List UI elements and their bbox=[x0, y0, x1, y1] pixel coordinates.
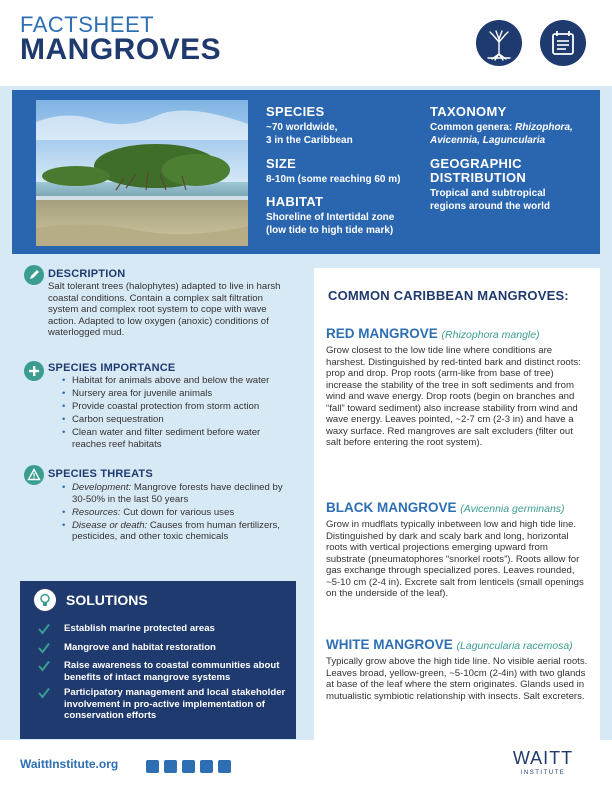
list-item bbox=[62, 507, 294, 519]
importance-list bbox=[62, 375, 292, 452]
species-label: SPECIES bbox=[266, 104, 325, 119]
logo-wordmark: WAITT bbox=[512, 748, 574, 768]
black-mangrove-heading bbox=[326, 500, 565, 515]
page-eyebrow: FACTSHEET bbox=[20, 12, 155, 37]
mangrove-photo bbox=[36, 100, 248, 246]
taxonomy-label: TAXONOMY bbox=[430, 104, 507, 119]
list-item: • Provide coastal protection from storm action bbox=[62, 401, 292, 413]
red-mangrove-text: Grow closest to the low tide line where conditions are harshest. Distinguished by red-tinted bark and distinct roots: prop and drop. Prop roots (arm-like from base of tree) increase the stability of the tree in soft sediments and from wind and wave energy. Drop roots (begin on branches and “fall” toward sediment) also increase stability from wind and wave energy. Leaves pointed, ~2-7 cm (2-3 in) and have a waxy surface. Red mangroves are salt excluders (filter out salt before entering the root system). bbox=[326, 345, 581, 448]
logo-subtitle: INSTITUTE bbox=[520, 770, 566, 776]
solution-text: Mangrove and habitat restoration bbox=[64, 642, 216, 653]
list-item bbox=[62, 520, 294, 543]
white-mangrove-text: Typically grow above the high tide line. No visible aerial roots. Leaves broad, yellow-green, ~5-10cm (2-4in) with two glands at base of the leaf where the stem originates. Glands used in mutualistic symbiotic relationship with insects. Salt excreters. bbox=[326, 656, 588, 702]
solution-text: Establish marine protected areas bbox=[64, 623, 215, 634]
taxonomy-line-2 bbox=[430, 134, 594, 147]
taxonomy-block bbox=[430, 104, 594, 147]
document-icon bbox=[540, 20, 586, 66]
threat-label: Disease or death: bbox=[72, 519, 148, 531]
description-title: DESCRIPTION bbox=[48, 268, 126, 280]
habitat-line-2: (low tide to high tide mark) bbox=[266, 225, 394, 236]
list-item: • Carbon sequestration bbox=[62, 414, 292, 426]
geographic-label-1: GEOGRAPHIC bbox=[430, 156, 522, 171]
instagram-icon[interactable] bbox=[200, 760, 213, 773]
threats-list bbox=[62, 482, 294, 544]
red-mangrove-sci: (Rhizophora mangle) bbox=[441, 329, 540, 341]
species-block bbox=[266, 104, 353, 147]
white-mangrove-sci: (Laguncularia racemosa) bbox=[456, 640, 573, 652]
check-icon bbox=[38, 642, 50, 654]
list-item: • Nursery area for juvenile animals bbox=[62, 388, 292, 400]
black-mangrove-name: BLACK MANGROVE bbox=[326, 500, 457, 515]
taxonomy-line-1 bbox=[430, 121, 594, 134]
species-line-2: 3 in the Caribbean bbox=[266, 135, 353, 146]
threats-title: SPECIES THREATS bbox=[48, 468, 153, 480]
description-text: Salt tolerant trees (halophytes) adapted to live in harsh coastal conditions. Contain a complex salt filtration system and complex root system to cope with wave action. Adapted to low oxygen (anoxic) conditions of waterlogged mud. bbox=[48, 281, 281, 338]
mangrove-types-card bbox=[314, 268, 600, 740]
facebook-icon[interactable] bbox=[146, 760, 159, 773]
threat-label: Resources: bbox=[72, 506, 121, 518]
twitter-icon[interactable] bbox=[164, 760, 177, 773]
habitat-label: HABITAT bbox=[266, 194, 324, 209]
pencil-icon bbox=[24, 265, 44, 285]
black-mangrove-text: Grow in mudflats typically inbetween low and high tide line. Distinguished by dark and scaly bark and long, horizontal roots with vertical projections emerging upward from substrate (pneumatophores “snorkel roots”). Roots allow for gas exchange through specialized pores. Leaves rounded, ~5-10 cm (2-4 in). Excrete salt from lenticels (small openings on the underside of the leaf). bbox=[326, 519, 584, 599]
list-item: • Clean water and filter sediment before water reaches reef habitats bbox=[62, 427, 292, 450]
lightbulb-icon bbox=[34, 589, 56, 611]
taxonomy-prefix: Common genera: bbox=[430, 122, 516, 133]
mangrove-tree-icon bbox=[476, 20, 522, 66]
page-title: MANGROVES bbox=[20, 33, 222, 66]
website-link[interactable]: WaittInstitute.org bbox=[20, 757, 119, 771]
species-line-1: ~70 worldwide, bbox=[266, 122, 338, 133]
threat-label: Development: bbox=[72, 482, 132, 493]
white-mangrove-heading bbox=[326, 637, 573, 652]
plus-icon bbox=[24, 361, 44, 381]
solution-text: Raise awareness to coastal communities about benefits of intact mangrove systems bbox=[64, 660, 280, 683]
importance-title: SPECIES IMPORTANCE bbox=[48, 362, 176, 374]
red-mangrove-name: RED MANGROVE bbox=[326, 326, 438, 341]
solution-text: Participatory management and local stakeholder involvement in pro-active implementation of conservation efforts bbox=[64, 687, 286, 721]
list-item: • Habitat for animals above and below the water bbox=[62, 375, 292, 387]
threat-text: Cut down for various uses bbox=[120, 506, 235, 518]
page-header bbox=[0, 0, 612, 86]
size-label: SIZE bbox=[266, 156, 297, 171]
list-item bbox=[62, 482, 294, 505]
geographic-line-1: Tropical and subtropical bbox=[430, 188, 546, 199]
red-mangrove-heading bbox=[326, 326, 540, 341]
waitt-institute-logo bbox=[510, 744, 576, 776]
taxonomy-genera: Avicennia, Laguncularia bbox=[430, 135, 546, 146]
check-icon bbox=[38, 623, 50, 635]
taxonomy-genus: Rhizophora, bbox=[515, 122, 573, 133]
black-mangrove-sci: (Avicennia germinans) bbox=[460, 503, 565, 515]
geographic-label-2: DISTRIBUTION bbox=[430, 170, 527, 185]
mangrove-types-title: COMMON CARIBBEAN MANGROVES: bbox=[328, 288, 569, 303]
warning-icon bbox=[24, 465, 44, 485]
solutions-panel bbox=[20, 581, 296, 739]
geographic-block bbox=[430, 156, 594, 213]
white-mangrove-name: WHITE MANGROVE bbox=[326, 637, 453, 652]
check-icon bbox=[38, 660, 50, 672]
size-value: 8-10m (some reaching 60 m) bbox=[266, 174, 401, 185]
vimeo-icon[interactable] bbox=[218, 760, 231, 773]
threat-text: Mangrove forests have declined by 30-50% in the last 50 years bbox=[72, 482, 283, 505]
habitat-line-1: Shoreline of Intertidal zone bbox=[266, 212, 395, 223]
threat-text: Causes from human fertilizers, pesticides, and other toxic chemicals bbox=[72, 519, 280, 542]
check-icon bbox=[38, 687, 50, 699]
youtube-icon[interactable] bbox=[182, 760, 195, 773]
habitat-block bbox=[266, 194, 394, 237]
size-block bbox=[266, 156, 401, 186]
geographic-line-2: regions around the world bbox=[430, 201, 551, 212]
solutions-title: SOLUTIONS bbox=[66, 592, 148, 608]
